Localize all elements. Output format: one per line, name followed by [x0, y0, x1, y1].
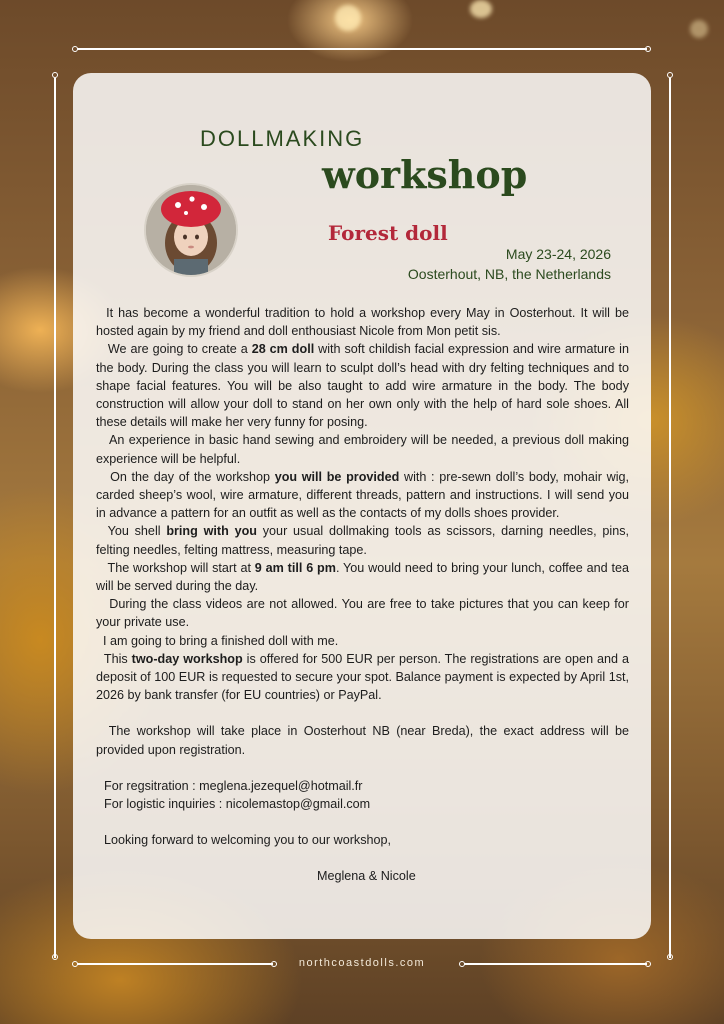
paragraph-location: The workshop will take place in Oosterhout NB (near Breda), the exact address will be provided upon registration. — [96, 724, 629, 757]
doll-portrait-image — [146, 185, 236, 275]
workshop-subtitle: Forest doll — [328, 221, 448, 245]
title-dollmaking: DOLLMAKING — [200, 126, 365, 151]
bokeh-light — [690, 20, 708, 38]
doll-photo — [144, 183, 238, 277]
paragraph-experience: An experience in basic hand sewing and embroidery will be needed, a previous doll making experience will be helpful. — [96, 433, 629, 466]
title-workshop: workshop — [322, 152, 528, 197]
paragraph-intro: It has become a wonderful tradition to hold a workshop every May in Oosterhout. It will be hosted again by my friend and doll enthousiast Nicole from Mon petit sis. — [96, 306, 630, 339]
logistics-contact[interactable]: For logistic inquiries : nicolemastop@gmail.com — [104, 797, 371, 812]
signature: Meglena & Nicole — [317, 869, 416, 884]
paragraph-bring: You shell bring with you your usual dollmaking tools as scissors, darning needles, pins, felting needles, felting mattress, measuring tape. — [96, 524, 629, 557]
workshop-date: May 23-24, 2026 — [505, 246, 611, 262]
bokeh-light — [470, 0, 492, 18]
paragraph-provided: On the day of the workshop you will be provided with : pre-sewn doll’s body, mohair wig, carded sheep’s wool, wire armature, different threads, pattern and instructions. I will send you in advance a pattern for an outfit as well as the contacts of my dolls shoes provider. — [96, 469, 630, 521]
paragraph-finished-doll: I am going to bring a finished doll with me. — [103, 633, 339, 648]
website-link[interactable]: northcoastdolls.com — [298, 957, 426, 969]
bokeh-light — [335, 5, 361, 31]
workshop-location: Oosterhout, NB, the Netherlands — [407, 266, 611, 282]
paragraph-price: This two-day workshop is offered for 500 EUR per person. The registrations are open and a deposit of 100 EUR is requested to secure your spot. Balance payment is expected by April 1st, 2026 by bank transfer (for EU countries) or PayPal. — [96, 651, 629, 703]
paragraph-schedule: The workshop will start at 9 am till 6 pm. You would need to bring your lunch, coffee and tea will be served during the day. — [96, 560, 629, 594]
paragraph-photos: During the class videos are not allowed. You are free to take pictures that you can keep for your private use. — [96, 597, 629, 630]
paragraph-doll: We are going to create a 28 cm doll with soft childish facial expression and wire armature in the body. During the class you will learn to sculpt doll’s head with dry felting techniques and to shape facial features. You will be also taught to add wire armature in the body. The body construction will allow your doll to stand on her own only with the help of hard sole shoes. All these details will make her very funny for posing. — [96, 342, 629, 430]
closing-line: Looking forward to welcoming you to our workshop, — [104, 833, 392, 848]
workshop-description — [96, 304, 629, 886]
registration-contact[interactable]: For regsitration : meglena.jezequel@hotmail.fr — [104, 778, 363, 793]
